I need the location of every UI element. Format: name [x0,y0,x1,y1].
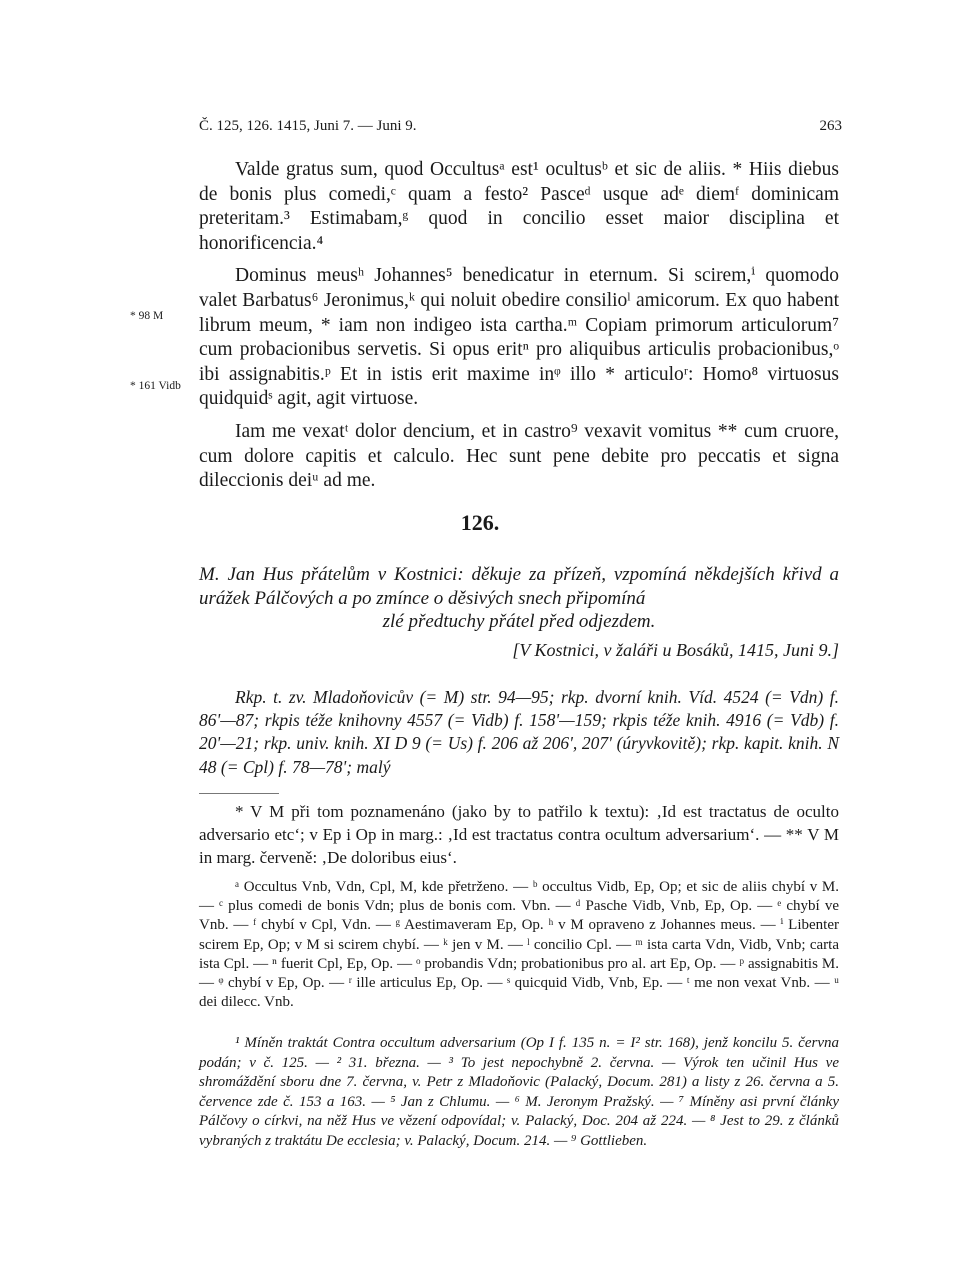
letter-number: 126. [460,510,500,535]
paragraph-1: Valde gratus sum, quod Occultusᵃ est¹ ocultusᵇ et sic de aliis. * Hiis diebus de bonis plus comedi,ᶜ quam a festo² Pasceᵈ usque adᵉ diemᶠ dominicam preteritam.³ Estimabam,ᵍ quod in concilio esset maior disciplina et honorificencia.⁴ [199,159,839,254]
running-header [199,118,842,135]
page-number: 263 [819,118,842,134]
letter-125-body [199,158,839,494]
title-main: M. Jan Hus přátelům v Kostnici: děkuje za přízeň, vzpomíná někdejších křivd a urážek Pálčových a po zmínce o děsivých snech připomíná [199,564,839,609]
footnotes-letters [199,878,839,1012]
manuscripts-note: Rkp. t. zv. Mladoňovicův (= M) str. 94—95; rkp. dvorní knih. Víd. 4524 (= Vdn) f. 86'—87; rkpis téže knihovny 4557 (= Vidb) f. 158'—159; rkpis téže knih. 4916 (= Vdb) f. 20'—21; rkp. univ. knih. XI D 9 (= Us) f. 206 až 206', 207' (úryvkovitě); rkp. kapit. knih. N 48 (= Cpl) f. 78—78'; malý [199,687,839,777]
footnotes-letters-text: ᵃ Occultus Vnb, Vdn, Cpl, M, kde přetrženo. — ᵇ occultus Vidb, Ep, Op; et sic de aliis chybí v M. — ᶜ plus comedi de bonis Vdn; plus de bonis com. Vbn. — ᵈ Pasche Vidb, Vnb, Ep, Op. — ᵉ chybí ve Vnb. — ᶠ chybí v Cpl, Vdn. — ᵍ Aestimaveram Ep, Op. ʰ v M opraveno z Johannes meus. — ⁱ Libenter scirem Ep, Op; v M si scirem chybí. — ᵏ jen v M. — ˡ concilio Cpl. — ᵐ ista carta Vdn, Vidb, Vnb; carta ista Cpl. — ⁿ fuerit Cpl, Ep, Op. — ᵒ probandis Vdn; probationibus pro al. art Ep, Op. — ᵖ assignabitis M. — ᵠ chybí v Ep, Op. — ʳ ille articulus Ep, Op. — ˢ quicquid Vidb, Vnb, Ep. — ᵗ me non vexat Vnb. — ᵘ dei dilecc. Vnb. [199,879,839,1011]
dateline: [V Kostnici, v žaláři u Bosáků, 1415, Juni 9.] [512,640,839,660]
margin-note-98m: * 98 M [130,310,164,322]
paragraph-3: Iam me vexatᵗ dolor dencium, et in castro⁹ vexavit vomitus ** cum cruore, cum dolore capitis et calculo. Hec sunt pene debite pro peccatis et signa dileccionis deiᵘ ad me. [199,420,839,492]
margin-note-161vidb: * 161 Vidb [130,380,181,392]
letter-title [199,563,839,634]
footnote-rule [199,793,279,794]
footnote-star [199,800,839,869]
title-last-line: zlé předtuchy přátel před odjezdem. [382,611,656,632]
footnote-star-text: * V M při tom poznamenáno (jako by to patřilo k textu): ‚Id est tractatus de oculto adversario etc‘; v Ep i Op in marg.: ‚Id est tractatus contra ocultum adversarium‘. — ** V M in marg. červeně: ‚De doloribus eius‘. [199,802,839,867]
footnotes-numbers [199,1034,839,1151]
footnotes-numbers-text: ¹ Míněn traktát Contra occultum adversarium (Op I f. 135 n. = I² str. 168), jenž koncilu 5. června podán; v č. 125. — ² 31. března. — ³ To jest nepochybně 2. června. — Výrok ten učinil Hus ve shromáždění sboru dne 7. června, v. Petr z Mladoňovic (Palacký, Docum. 281) a listy z 26. června a 5. července zde č. 153 a 163. — ⁵ Jan z Chlumu. — ⁶ M. Jeronym Pražský. — ⁷ Míněny asi první články Pálčovy o církvi, na něž Hus ve vězení odpovídal; v. Palacký, Doc. 204 až 224. — ⁸ Jest to 29. z článků vybraných z traktátu De ecclesia; v. Palacký, Docum. 214. — ⁹ Gottlieben. [199,1035,839,1149]
paragraph-2: Dominus meusʰ Johannes⁵ benedicatur in eternum. Si scirem,ⁱ quomodo valet Barbatus⁶ Jeronimus,ᵏ qui noluit obedire consilioˡ amicorum. Ex quo habent librum meum, * iam non indigeo ista cartha.ᵐ Copiam primorum articulorum⁷ cum probacionibus servetis. Si opus eritⁿ pro aliquibus articulis probacionibus,ᵒ ibi assignabitis.ᵖ Et in istis erit maxime inᵠ illo * articuloʳ: Homo⁸ virtuosus quidquidˢ agit, agit virtuose. [199,265,839,410]
header-left: Č. 125, 126. 1415, Juni 7. — Juni 9. [199,118,417,134]
